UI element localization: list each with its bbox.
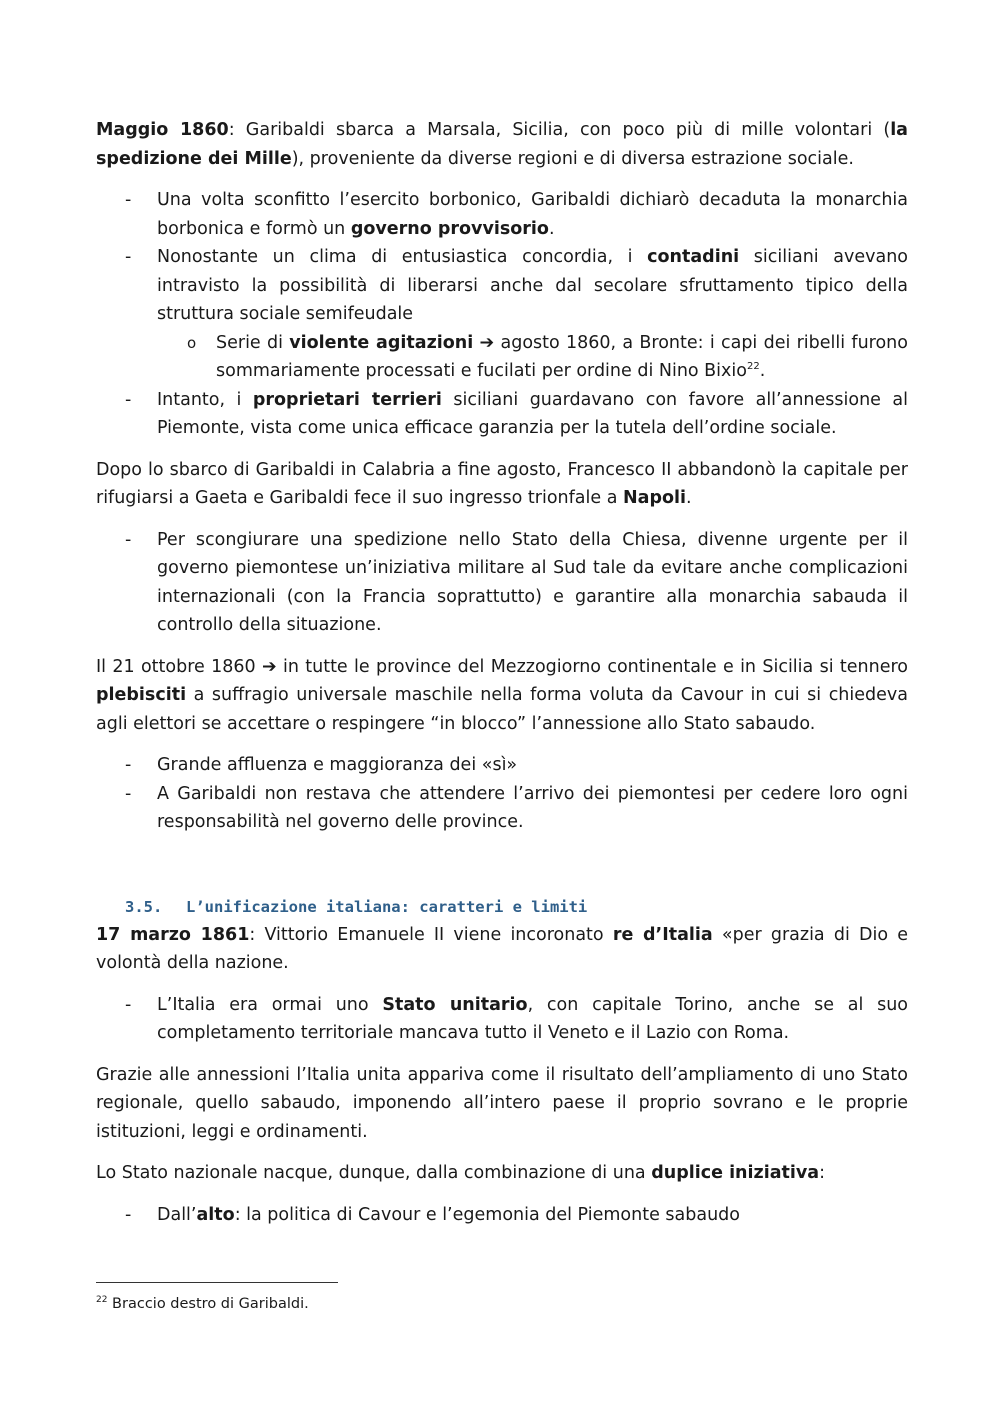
paragraph-text: Il 21 ottobre 1860 bbox=[96, 656, 262, 677]
bold-term: alto bbox=[196, 1204, 235, 1225]
sub-list bbox=[157, 329, 908, 386]
bold-term: 17 marzo 1861 bbox=[96, 924, 250, 945]
list-item bbox=[96, 186, 908, 243]
list-item-text: Nonostante un clima di entusiastica concordia, i bbox=[157, 247, 648, 267]
list-item: - Grande affluenza e maggioranza dei «sì» bbox=[96, 751, 908, 780]
list-item-text: , con capitale Torino, anche se al suo completamento territoriale mancava tutto il Veneto e il Lazio con Roma. bbox=[157, 994, 908, 1043]
sub-list-item bbox=[96, 329, 908, 386]
circle-bullet-icon: o bbox=[187, 333, 197, 352]
list-item bbox=[96, 1201, 908, 1230]
list-item: - A Garibaldi non restava che attendere l’arrivo dei piemontesi per cedere loro ogni responsabilità nel governo delle province. bbox=[96, 780, 908, 837]
list-item bbox=[96, 243, 908, 386]
right-arrow-icon: ➔ bbox=[261, 656, 277, 677]
paragraph-calabria bbox=[96, 456, 908, 513]
list-item: - Per scongiurare una spedizione nello Stato della Chiesa, divenne urgente per il governo piemontese un’iniziativa militare al Sud tale da evitare anche complicazioni internazionali (con la Francia soprattutto) e garantire alla monarchia sabauda il controllo della situazione. bbox=[96, 526, 908, 640]
list-item-text: Una volta sconfitto l’esercito borbonico, Garibaldi dichiarò decaduta la monarchia borbonica e formò un bbox=[157, 190, 908, 239]
paragraph-text: Dopo lo sbarco di Garibaldi in Calabria a fine agosto, Francesco II abbandonò la capitale per rifugiarsi a Gaeta e Garibaldi fece il suo ingresso trionfale a bbox=[96, 459, 908, 508]
bullet-list-plebisciti bbox=[96, 751, 908, 837]
bullet-list-stato-unitario bbox=[96, 991, 908, 1048]
paragraph-text: . bbox=[686, 488, 692, 508]
document-body bbox=[96, 116, 908, 1229]
bold-term: re d’Italia bbox=[612, 924, 713, 945]
bullet-list-stato-chiesa bbox=[96, 526, 908, 640]
bullet-list-iniziativa bbox=[96, 1201, 908, 1230]
paragraph-text: Lo Stato nazionale nacque, dunque, dalla combinazione di una bbox=[96, 1163, 652, 1183]
paragraph-text: : bbox=[819, 1163, 825, 1183]
list-item-text: . bbox=[548, 218, 555, 239]
bold-term: duplice iniziativa bbox=[651, 1163, 820, 1183]
bold-term: Napoli bbox=[623, 488, 687, 508]
footnote-divider bbox=[96, 1282, 338, 1283]
footnote bbox=[96, 1294, 309, 1314]
list-item-text: . bbox=[759, 361, 766, 381]
paragraph-annessioni: Grazie alle annessioni l’Italia unita appariva come il risultato dell’ampliamento di uno Stato regionale, quello sabaudo, imponendo all’intero paese il proprio sovrano e le proprie istituzioni, leggi e ordinamenti. bbox=[96, 1064, 908, 1142]
paragraph-text: «per grazia di Dio e volontà della nazione. bbox=[96, 924, 908, 973]
list-item-text: siciliani avevano intravisto la possibilità di liberarsi anche dal secolare sfruttamento tipico della struttura sociale semifeudale bbox=[157, 247, 909, 324]
list-item-text: agosto 1860, a Bronte: i capi dei ribelli furono sommariamente processati e fucilati per ordine di Nino Bixio bbox=[216, 332, 908, 381]
paragraph-garibaldi-marsala bbox=[96, 116, 908, 173]
list-item bbox=[96, 386, 908, 443]
footnote-number: 22 bbox=[96, 1295, 108, 1306]
bold-term: contadini bbox=[647, 247, 740, 267]
section-heading bbox=[96, 893, 908, 921]
paragraph-text: ), proveniente da diverse regioni e di diversa estrazione sociale. bbox=[291, 148, 854, 169]
section-title: L’unificazione italiana: caratteri e limiti bbox=[186, 897, 588, 916]
list-item-text: Intanto, i bbox=[157, 389, 253, 410]
paragraph-text: : Garibaldi sbarca a Marsala, Sicilia, con poco più di mille volontari ( bbox=[228, 120, 891, 140]
bold-term: governo provvisorio bbox=[350, 218, 549, 239]
list-item-text: : la politica di Cavour e l’egemonia del Piemonte sabaudo bbox=[234, 1204, 740, 1225]
list-item-text: siciliani guardavano con favore all’annessione al Piemonte, vista come unica efficace garanzia per la tutela dell’ordine sociale. bbox=[157, 389, 908, 438]
bold-term: plebisciti bbox=[96, 685, 187, 705]
paragraph-text: a suffragio universale maschile nella forma voluta da Cavour in cui si chiedeva agli elettori se accettare o respingere “in blocco” l’annessione allo Stato sabaudo. bbox=[96, 685, 908, 734]
paragraph-duplice-iniziativa bbox=[96, 1159, 908, 1188]
footnote-text: Braccio destro di Garibaldi. bbox=[107, 1296, 309, 1312]
bold-term: Maggio 1860 bbox=[96, 120, 229, 140]
bold-term: proprietari terrieri bbox=[252, 389, 442, 410]
right-arrow-icon: ➔ bbox=[479, 332, 495, 353]
list-item-text: Dall’ bbox=[157, 1204, 197, 1225]
paragraph-plebisciti bbox=[96, 653, 908, 739]
list-item-text: L’Italia era ormai uno bbox=[157, 994, 383, 1015]
section-number: 3.5. bbox=[125, 897, 163, 916]
footnote-ref[interactable]: 22 bbox=[746, 361, 760, 373]
bold-term: Stato unitario bbox=[382, 994, 528, 1015]
bullet-list-sicily bbox=[96, 186, 908, 443]
list-item-text: Serie di bbox=[216, 332, 290, 353]
paragraph-17-marzo bbox=[96, 921, 908, 978]
paragraph-text: in tutte le province del Mezzogiorno continentale e in Sicilia si tennero bbox=[276, 656, 908, 677]
bold-term: la spedizione dei Mille bbox=[96, 120, 908, 169]
paragraph-text: : Vittorio Emanuele II viene incoronato bbox=[249, 924, 613, 945]
list-item bbox=[96, 991, 908, 1048]
bold-term: violente agitazioni bbox=[289, 332, 474, 353]
